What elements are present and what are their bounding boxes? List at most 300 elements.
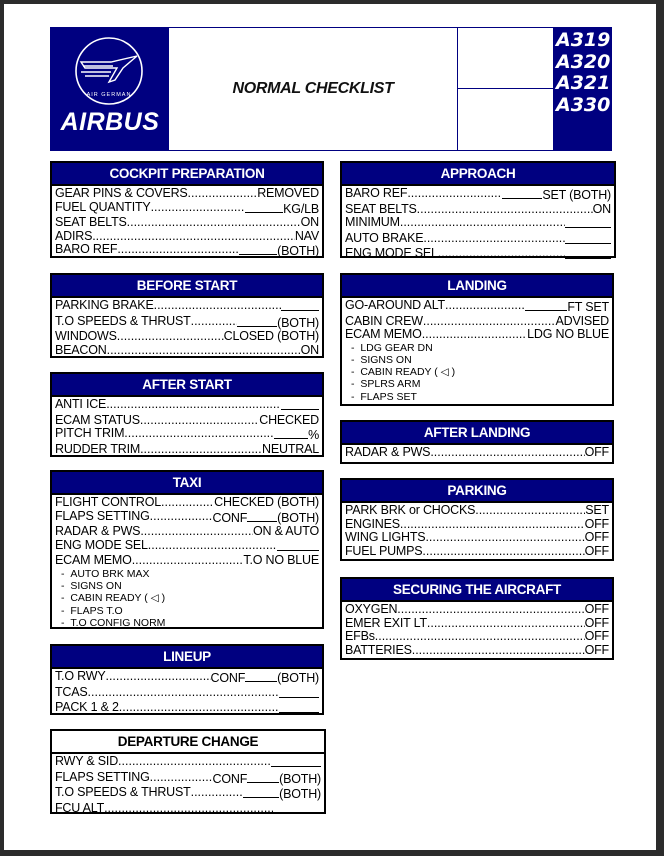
checklist-item: BARO REF: [55, 242, 118, 257]
checklist-response: [277, 539, 319, 555]
checklist-item: ECAM MEMO: [55, 553, 132, 568]
aircraft-models: [553, 28, 611, 150]
checklist-response: [253, 525, 319, 539]
ecam-memo-sub-item: [345, 354, 609, 366]
checklist-response: [281, 299, 319, 315]
section-body: [52, 495, 322, 630]
checklist-item: T.O SPEEDS & THRUST: [55, 785, 191, 800]
dot-leader: [438, 247, 565, 263]
response-value: (BOTH): [279, 771, 321, 786]
checklist-response: [585, 644, 609, 658]
dash-bullet: -: [351, 341, 361, 354]
response-value: ON & AUTO: [252, 524, 319, 539]
checklist-row: [55, 755, 321, 771]
checklist-response: [237, 315, 319, 331]
checklist-response: [301, 344, 319, 358]
checklist-item: WINDOWS: [55, 329, 117, 344]
ecam-memo-sub-item: [55, 605, 319, 617]
checklist-row: [55, 539, 319, 555]
checklist-response: [243, 786, 321, 802]
checklist-response: [502, 187, 611, 203]
dot-leader: [119, 701, 279, 717]
ecam-memo-sub-item: [345, 391, 609, 403]
fill-in-blank[interactable]: [525, 299, 567, 311]
ecam-memo-sub-item: [345, 378, 609, 390]
air-german-emblem-icon: [51, 28, 169, 108]
section-title: APPROACH: [342, 163, 614, 186]
response-value: LDG NO BLUE: [527, 327, 609, 342]
section-cockpit-preparation: [50, 161, 324, 258]
checklist-row: [55, 786, 321, 802]
checklist-response: [274, 427, 319, 443]
section-title: PARKING: [342, 480, 612, 503]
section-body: [52, 298, 322, 358]
dash-bullet: -: [61, 567, 71, 580]
section-title: BEFORE START: [52, 275, 322, 298]
response-value: OFF: [584, 543, 609, 558]
section-securing-the-aircraft: [340, 577, 614, 660]
checklist-item: RADAR & PWS: [345, 445, 431, 459]
checklist-row: [345, 247, 611, 263]
checklist-response: [585, 504, 609, 518]
checklist-item: FLAPS SETTING: [55, 508, 150, 523]
checklist-response: [245, 201, 319, 217]
response-value: OFF: [584, 445, 609, 459]
fill-in-blank[interactable]: [281, 299, 319, 311]
section-body: [52, 669, 322, 718]
checklist-row: [345, 328, 609, 342]
response-value: ON: [300, 342, 319, 357]
model-a320: A320: [556, 50, 611, 73]
section-after-start: [50, 372, 324, 457]
fill-in-blank[interactable]: [502, 187, 542, 199]
fill-in-blank[interactable]: [565, 216, 611, 228]
section-title: LANDING: [342, 275, 612, 298]
checklist-response: [211, 670, 319, 686]
checklist-item: FCU ALT: [55, 800, 105, 815]
ecam-memo-sub-item: [55, 617, 319, 629]
checklist-item: ECAM MEMO: [345, 327, 422, 342]
checklist-response: [585, 630, 609, 644]
fill-in-blank[interactable]: [274, 427, 308, 439]
checklist-row: [345, 446, 609, 460]
svg-text:AIR GERMAN: AIR GERMAN: [86, 92, 132, 98]
checklist-row: [55, 427, 319, 443]
checklist-row: [345, 216, 611, 232]
section-title: DEPARTURE CHANGE: [52, 731, 324, 754]
checklist-row: [55, 802, 321, 818]
response-value: (BOTH): [277, 671, 319, 685]
checklist-item: AUTO BRAKE: [345, 230, 424, 245]
checklist-item: FUEL PUMPS: [345, 543, 423, 558]
dot-leader: [105, 670, 210, 686]
checklist-row: [55, 344, 319, 358]
response-value: SET (BOTH): [542, 188, 611, 202]
section-approach: [340, 161, 616, 261]
checklist-response: [239, 243, 319, 259]
response-value: ON: [592, 201, 611, 216]
checklist-item: ENG MODE SEL: [345, 246, 438, 261]
checklist-row: [345, 203, 611, 217]
airbus-logo: [51, 28, 169, 150]
dash-bullet: -: [61, 580, 71, 593]
section-body: [342, 602, 612, 658]
dot-leader: [88, 686, 279, 702]
page-title: NORMAL CHECKLIST: [232, 80, 394, 97]
checklist-item: FLAPS SETTING: [55, 769, 150, 784]
dot-leader: [188, 187, 258, 201]
checklist-response: [565, 247, 611, 263]
section-before-start: [50, 273, 324, 358]
checklist-response: [279, 686, 319, 702]
dot-leader: [400, 216, 565, 232]
dot-leader: [425, 531, 584, 545]
sub-item-label: CABIN READY ( ◁ ): [360, 366, 456, 379]
checklist-row: [55, 670, 319, 686]
response-value: NEUTRAL: [262, 441, 319, 456]
response-value: KG/LB: [283, 201, 319, 216]
checklist-row: [345, 644, 609, 658]
dot-leader: [161, 496, 214, 510]
checklist-row: [55, 525, 319, 539]
title-cell: [169, 28, 458, 150]
response-value: (BOTH): [277, 244, 319, 259]
fill-in-blank[interactable]: [279, 686, 319, 698]
checklist-row: [345, 603, 609, 617]
section-body: [342, 298, 612, 404]
model-a319: A319: [556, 29, 611, 51]
fill-in-blank[interactable]: [243, 786, 279, 798]
dot-leader: [397, 603, 584, 617]
checklist-item: T.O RWY: [55, 669, 106, 683]
checklist-response: [257, 187, 319, 201]
response-value: FT SET: [567, 300, 609, 314]
checklist-response: [224, 330, 319, 344]
response-value: CHECKED: [259, 412, 319, 427]
model-a330: A330: [556, 93, 611, 116]
section-departure-change: [50, 729, 326, 814]
checklist-item: EFBs: [345, 629, 375, 644]
response-value: (BOTH): [277, 315, 319, 330]
checklist-row: [55, 398, 319, 414]
dot-leader: [104, 802, 273, 818]
dot-leader: [430, 446, 584, 460]
sub-item-label: AUTO BRK MAX: [70, 567, 150, 580]
checklist-item: ADIRS: [55, 228, 93, 243]
dot-leader: [375, 630, 585, 644]
response-value: OFF: [584, 629, 609, 644]
fill-in-blank[interactable]: [247, 510, 277, 522]
ecam-memo-sub-item: [345, 342, 609, 354]
checklist-response: [273, 802, 321, 818]
sub-item-label: SIGNS ON: [70, 580, 122, 593]
response-value: ADVISED: [555, 313, 609, 328]
section-after-landing: [340, 420, 614, 464]
dot-leader: [423, 315, 556, 329]
blank-cell-bottom: [458, 89, 553, 150]
dash-bullet: -: [61, 592, 71, 605]
checklist-response: [259, 414, 319, 428]
checklist-item: T.O SPEEDS & THRUST: [55, 313, 191, 328]
blank-cell-top: [458, 28, 553, 89]
dot-leader: [132, 554, 244, 568]
dot-leader: [148, 539, 277, 555]
checklist-row: [55, 230, 319, 244]
dot-leader: [475, 504, 585, 518]
dash-bullet: -: [61, 616, 71, 629]
checklist-response: [271, 755, 321, 771]
response-value: ON: [300, 215, 319, 230]
checklist-response: [593, 203, 611, 217]
checklist-response: [213, 771, 321, 787]
checklist-row: [55, 299, 319, 315]
checklist-response: [262, 443, 319, 457]
dot-leader: [118, 755, 271, 771]
checklist-row: [345, 232, 611, 248]
checklist-row: [55, 187, 319, 201]
dot-leader: [422, 328, 527, 342]
checklist-row: [55, 510, 319, 526]
checklist-item: GEAR PINS & COVERS: [55, 186, 188, 200]
response-prefix: CONF: [210, 671, 246, 685]
checklist-response: [585, 518, 609, 532]
checklist-item: PACK 1 & 2: [55, 700, 119, 715]
checklist-item: RUDDER TRIM: [55, 441, 141, 456]
checklist-row: [55, 496, 319, 510]
response-value: (BOTH): [277, 510, 319, 525]
fill-in-blank[interactable]: [565, 247, 611, 259]
dot-leader: [127, 216, 301, 230]
checklist-item: SEAT BELTS: [345, 201, 417, 216]
response-value: REMOVED: [257, 186, 319, 200]
dash-bullet: -: [351, 378, 361, 391]
dot-leader: [140, 443, 262, 457]
ecam-memo-sub-item: [55, 568, 319, 580]
response-value: OFF: [584, 642, 609, 657]
checklist-response: [213, 510, 319, 526]
checklist-row: [55, 554, 319, 568]
checklist-response: [585, 617, 609, 631]
section-title: SECURING THE AIRCRAFT: [342, 579, 612, 602]
checklist-response: [525, 299, 609, 315]
checklist-row: [345, 545, 609, 559]
checklist-response: [243, 554, 319, 568]
dash-bullet: -: [351, 366, 361, 379]
checklist-item: ENG MODE SEL: [55, 537, 148, 552]
checklist-row: [345, 617, 609, 631]
sub-item-label: LDG GEAR DN: [360, 341, 433, 354]
fill-in-blank[interactable]: [281, 398, 319, 410]
checklist-row: [55, 771, 321, 787]
response-value: CLOSED (BOTH): [223, 329, 319, 344]
dash-bullet: -: [61, 604, 71, 617]
dot-leader: [150, 771, 213, 787]
checklist-response: [585, 531, 609, 545]
sub-item-label: T.O CONFIG NORM: [70, 616, 166, 629]
dash-bullet: -: [351, 390, 361, 403]
checklist-response: [279, 701, 319, 717]
response-prefix: CONF: [212, 771, 248, 786]
checklist-row: [55, 201, 319, 217]
checklist-response: [295, 230, 319, 244]
checklist-item: RWY & SID: [55, 754, 119, 768]
dot-leader: [417, 203, 593, 217]
sub-item-label: FLAPS T.O: [70, 604, 123, 617]
checklist-item: ANTI ICE: [55, 397, 107, 411]
sub-item-label: SPLRS ARM: [360, 378, 421, 391]
dot-leader: [400, 518, 585, 532]
checklist-item: ENGINES: [345, 516, 400, 531]
dot-leader: [191, 786, 244, 802]
response-value: (BOTH): [279, 787, 321, 802]
checklist-response: [585, 545, 609, 559]
section-parking: [340, 478, 614, 561]
response-value: OFF: [584, 516, 609, 531]
dot-leader: [427, 617, 585, 631]
section-title: AFTER LANDING: [342, 422, 612, 445]
checklist-response: [585, 603, 609, 617]
checklist-item: PARKING BRAKE: [55, 298, 154, 312]
dot-leader: [150, 510, 213, 526]
fill-in-blank[interactable]: [245, 201, 283, 213]
fill-in-blank[interactable]: [247, 771, 279, 783]
checklist-response: [281, 398, 319, 414]
checklist-row: [345, 504, 609, 518]
dot-leader: [124, 427, 274, 443]
section-body: [342, 503, 612, 559]
response-value: NAV: [294, 228, 319, 243]
checklist-item: RADAR & PWS: [55, 524, 141, 539]
checklist-row: [345, 531, 609, 545]
checklist-item: TCAS: [55, 684, 88, 699]
section-body: [342, 445, 612, 461]
checklist-item: SEAT BELTS: [55, 215, 127, 230]
response-value: OFF: [584, 615, 609, 630]
section-body: [342, 186, 614, 264]
fill-in-blank[interactable]: [271, 755, 321, 767]
dot-leader: [92, 230, 295, 244]
checklist-response: [214, 496, 319, 510]
checklist-response: [527, 328, 609, 342]
fill-in-blank[interactable]: [565, 232, 611, 244]
checklist-item: BATTERIES: [345, 642, 412, 657]
response-value: SET: [585, 503, 609, 517]
checklist-response: [565, 216, 611, 232]
checklist-header: [50, 27, 612, 151]
section-title: AFTER START: [52, 374, 322, 397]
dot-leader: [117, 243, 239, 259]
checklist-item: BARO REF: [345, 186, 408, 200]
checklist-item: BEACON: [55, 342, 107, 357]
section-title: TAXI: [52, 472, 322, 495]
checklist-response: [585, 446, 609, 460]
dot-leader: [445, 299, 525, 315]
model-a321: A321: [556, 72, 611, 94]
dot-leader: [106, 398, 281, 414]
checklist-item: CABIN CREW: [345, 313, 423, 328]
sub-item-label: FLAPS SET: [360, 390, 417, 403]
sub-item-label: SIGNS ON: [360, 353, 412, 366]
checklist-row: [55, 443, 319, 457]
response-value: OFF: [584, 530, 609, 545]
checklist-item: FLIGHT CONTROL: [55, 495, 162, 509]
checklist-item: FUEL QUANTITY: [55, 199, 151, 214]
dot-leader: [407, 187, 502, 203]
checklist-row: [345, 299, 609, 315]
dot-leader: [191, 315, 238, 331]
checklist-item: EMER EXIT LT: [345, 615, 427, 630]
response-value: T.O NO BLUE: [243, 553, 319, 568]
fill-in-blank[interactable]: [277, 539, 319, 551]
checklist-row: [55, 330, 319, 344]
ecam-memo-sub-item: [55, 592, 319, 604]
checklist-row: [55, 216, 319, 230]
dot-leader: [154, 299, 281, 315]
checklist-response: [556, 315, 609, 329]
sub-item-label: CABIN READY ( ◁ ): [70, 592, 166, 605]
section-lineup: [50, 644, 324, 715]
checklist-row: [55, 315, 319, 331]
fill-in-blank[interactable]: [273, 802, 321, 814]
checklist-row: [345, 630, 609, 644]
dot-leader: [140, 525, 253, 539]
checklist-response: [301, 216, 319, 230]
checklist-item: PITCH TRIM: [55, 426, 125, 441]
ecam-memo-sub-item: [345, 366, 609, 378]
checklist-row: [55, 243, 319, 259]
checklist-row: [345, 315, 609, 329]
ecam-memo-sub-item: [55, 580, 319, 592]
checklist-item: MINIMUM: [345, 215, 400, 230]
fill-in-blank[interactable]: [239, 243, 277, 255]
checklist-row: [345, 518, 609, 532]
response-value: OFF: [584, 602, 609, 616]
dash-bullet: -: [351, 353, 361, 366]
response-prefix: CONF: [212, 510, 248, 525]
checklist-item: OXYGEN: [345, 602, 398, 616]
section-body: [52, 186, 322, 260]
checklist-item: WING LIGHTS: [345, 530, 426, 545]
airbus-wordmark: AIRBUS: [60, 108, 160, 136]
dot-leader: [107, 344, 301, 358]
fill-in-blank[interactable]: [237, 315, 277, 327]
checklist-item: GO-AROUND ALT: [345, 298, 445, 312]
checklist-row: [55, 701, 319, 717]
dot-leader: [117, 330, 224, 344]
checklist-row: [345, 187, 611, 203]
checklist-row: [55, 414, 319, 428]
section-title: COCKPIT PREPARATION: [52, 163, 322, 186]
fill-in-blank[interactable]: [245, 670, 277, 682]
dot-leader: [422, 545, 584, 559]
fill-in-blank[interactable]: [279, 701, 319, 713]
section-taxi: [50, 470, 324, 629]
section-title: LINEUP: [52, 646, 322, 669]
dot-leader: [412, 644, 585, 658]
checklist-response: [565, 232, 611, 248]
section-body: [52, 754, 324, 818]
dot-leader: [140, 414, 259, 428]
dot-leader: [423, 232, 565, 248]
checklist-item: PARK BRK or CHOCKS: [345, 503, 476, 517]
response-value: %: [308, 428, 319, 443]
dot-leader: [151, 201, 246, 217]
section-body: [52, 397, 322, 457]
response-value: CHECKED (BOTH): [214, 495, 319, 509]
section-landing: [340, 273, 614, 406]
checklist-item: ECAM STATUS: [55, 412, 140, 427]
checklist-row: [55, 686, 319, 702]
